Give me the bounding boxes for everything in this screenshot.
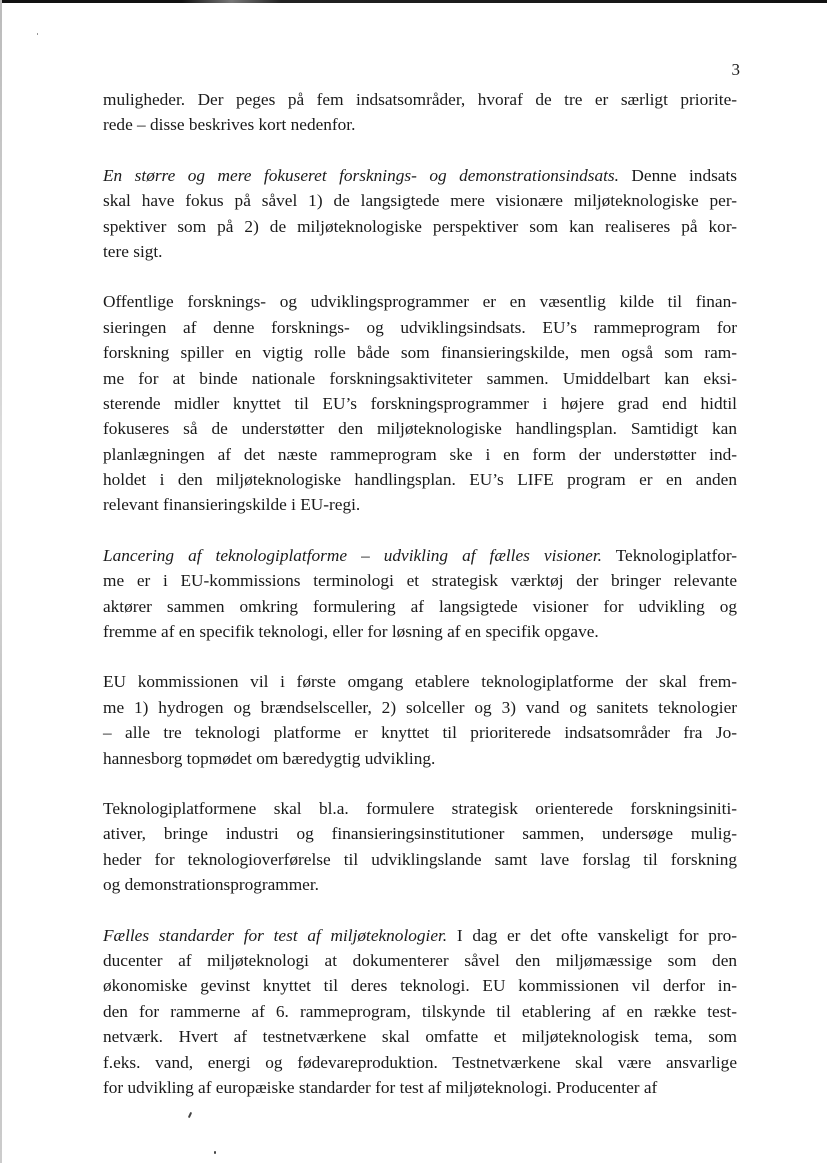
paragraph [103,543,737,645]
text-line [103,619,737,644]
scan-speck [37,33,38,35]
text-segment: f.eks. vand, energi og fødevareproduktion. Testnetværkene skal være ansvarlige [103,1052,737,1072]
paragraph-gap [103,518,737,543]
text-segment: me for at binde nationale forskningsaktiviteter sammen. Umiddelbart kan eksi- [103,368,737,388]
text-segment: den for rammerne af 6. rammeprogram, tilskynde til etablering af en række test- [103,1001,737,1021]
scan-speck [214,1151,216,1154]
text-line [103,442,737,467]
text-line [103,872,737,897]
paragraph [103,796,737,898]
text-segment: tere sigt. [103,241,163,261]
text-line [103,315,737,340]
text-line [103,568,737,593]
paragraph [103,163,737,265]
text-segment: Offentlige forsknings- og udviklingsprogrammer er en væsentlig kilde til finan- [103,292,737,312]
text-segment: Teknologiplatfor- [601,545,737,565]
text-line [103,821,737,846]
text-segment: muligheder. Der peges på fem indsatsområder, hvoraf de tre er særligt priorite- [103,90,737,109]
text-line [103,416,737,441]
text-line [103,669,737,694]
scan-left-edge [0,0,2,1163]
italic-heading: En større og mere fokuseret forsknings- og demonstrationsindsats. [103,165,619,185]
text-line [103,1075,737,1100]
text-segment: me er i EU-kommissions terminologi et strategisk værktøj der bringer relevante [103,571,737,591]
text-segment: rede – disse beskrives kort nedenfor. [103,115,356,135]
text-segment: holdet i den miljøteknologiske handlingsplan. EU’s LIFE program er en anden [103,470,737,490]
text-segment: skal have fokus på såvel 1) de langsigtede mere visionære miljøteknologiske per- [103,191,737,211]
text-segment: Teknologiplatformene skal bl.a. formulere strategisk orienterede forskningsiniti- [103,798,737,818]
italic-heading: Lancering af teknologiplatforme – udvikling af fælles visioner. [103,545,602,565]
text-line [103,695,737,720]
text-line [103,796,737,821]
text-line [103,112,737,137]
text-segment: og demonstrationsprogrammer. [103,875,319,895]
text-line [103,847,737,872]
paragraph [103,923,737,1101]
text-segment: I dag er det ofte vanskeligt for pro- [447,925,737,945]
text-line [103,1024,737,1049]
text-line [103,366,737,391]
text-line [103,214,737,239]
paragraph-gap [103,644,737,669]
text-segment: ducenter af miljøteknologi at dokumenterer såvel den miljømæssige som den [103,950,737,970]
scan-top-rule [0,0,827,3]
text-line [103,289,737,314]
italic-heading: Fælles standarder for test af miljøteknologier. [103,925,448,945]
text-segment: me 1) hydrogen og brændselsceller, 2) solceller og 3) vand og sanitets teknologier [103,697,737,717]
text-segment: sieringen af denne forsknings- og udviklingsindsats. EU’s rammeprogram for [103,317,737,337]
text-line [103,239,737,264]
text-segment: ativer, bringe industri og finansieringsinstitutioner sammen, undersøge mulig- [103,824,737,844]
text-line [103,467,737,492]
text-line [103,948,737,973]
text-segment: spektiver som på 2) de miljøteknologiske perspektiver som kan realiseres på kor- [103,216,737,236]
text-line [103,87,737,112]
text-line [103,594,737,619]
text-segment: Denne indsats [618,165,738,185]
text-segment: heder for teknologioverførelse til udviklingslande samt lave forslag til forskning [103,849,737,869]
text-line [103,163,737,188]
text-line [103,340,737,365]
text-line [103,923,737,948]
text-segment: fokuseres så de understøtter den miljøteknologiske handlingsplan. Samtidigt kan [103,419,737,439]
text-segment: sterende midler knyttet til EU’s forskningsprogrammer i højere grad end hidtil [103,393,737,413]
document-body [103,87,737,1100]
text-line [103,973,737,998]
paragraph-gap [103,138,737,163]
text-line [103,188,737,213]
text-segment: EU kommissionen vil i første omgang etablere teknologiplatforme der skal frem- [103,672,737,692]
text-segment: – alle tre teknologi platforme er knyttet til prioriterede indsatsområder fra Jo- [103,723,737,743]
scan-speck [188,1112,192,1118]
text-segment: netværk. Hvert af testnetværkene skal omfatte et miljøteknologisk tema, som [103,1027,737,1047]
text-segment: fremme af en specifik teknologi, eller for løsning af en specifik opgave. [103,622,599,642]
text-segment: forskning spiller en vigtig rolle både som finansieringskilde, men også som ram- [103,343,737,363]
text-line [103,543,737,568]
text-line [103,391,737,416]
text-segment: for udvikling af europæiske standarder for test af miljøteknologi. Producenter af [103,1077,658,1097]
text-segment: hannesborg topmødet om bæredygtig udvikling. [103,748,436,768]
text-line [103,492,737,517]
paragraph-gap [103,264,737,289]
page-number: 3 [731,60,740,79]
text-segment: relevant finansieringskilde i EU-regi. [103,495,361,515]
text-line [103,720,737,745]
paragraph [103,87,737,138]
paragraph [103,669,737,771]
text-segment: aktører sammen omkring formulering af langsigtede visioner for udvikling og [103,596,737,616]
paragraph-gap [103,771,737,796]
text-segment: planlægningen af det næste rammeprogram ske i en form der understøtter ind- [103,444,737,464]
text-line [103,999,737,1024]
paragraph-gap [103,898,737,923]
text-line [103,746,737,771]
text-line [103,1050,737,1075]
paragraph [103,289,737,518]
text-segment: økonomiske gevinst knyttet til deres teknologi. EU kommissionen vil derfor in- [103,976,737,996]
